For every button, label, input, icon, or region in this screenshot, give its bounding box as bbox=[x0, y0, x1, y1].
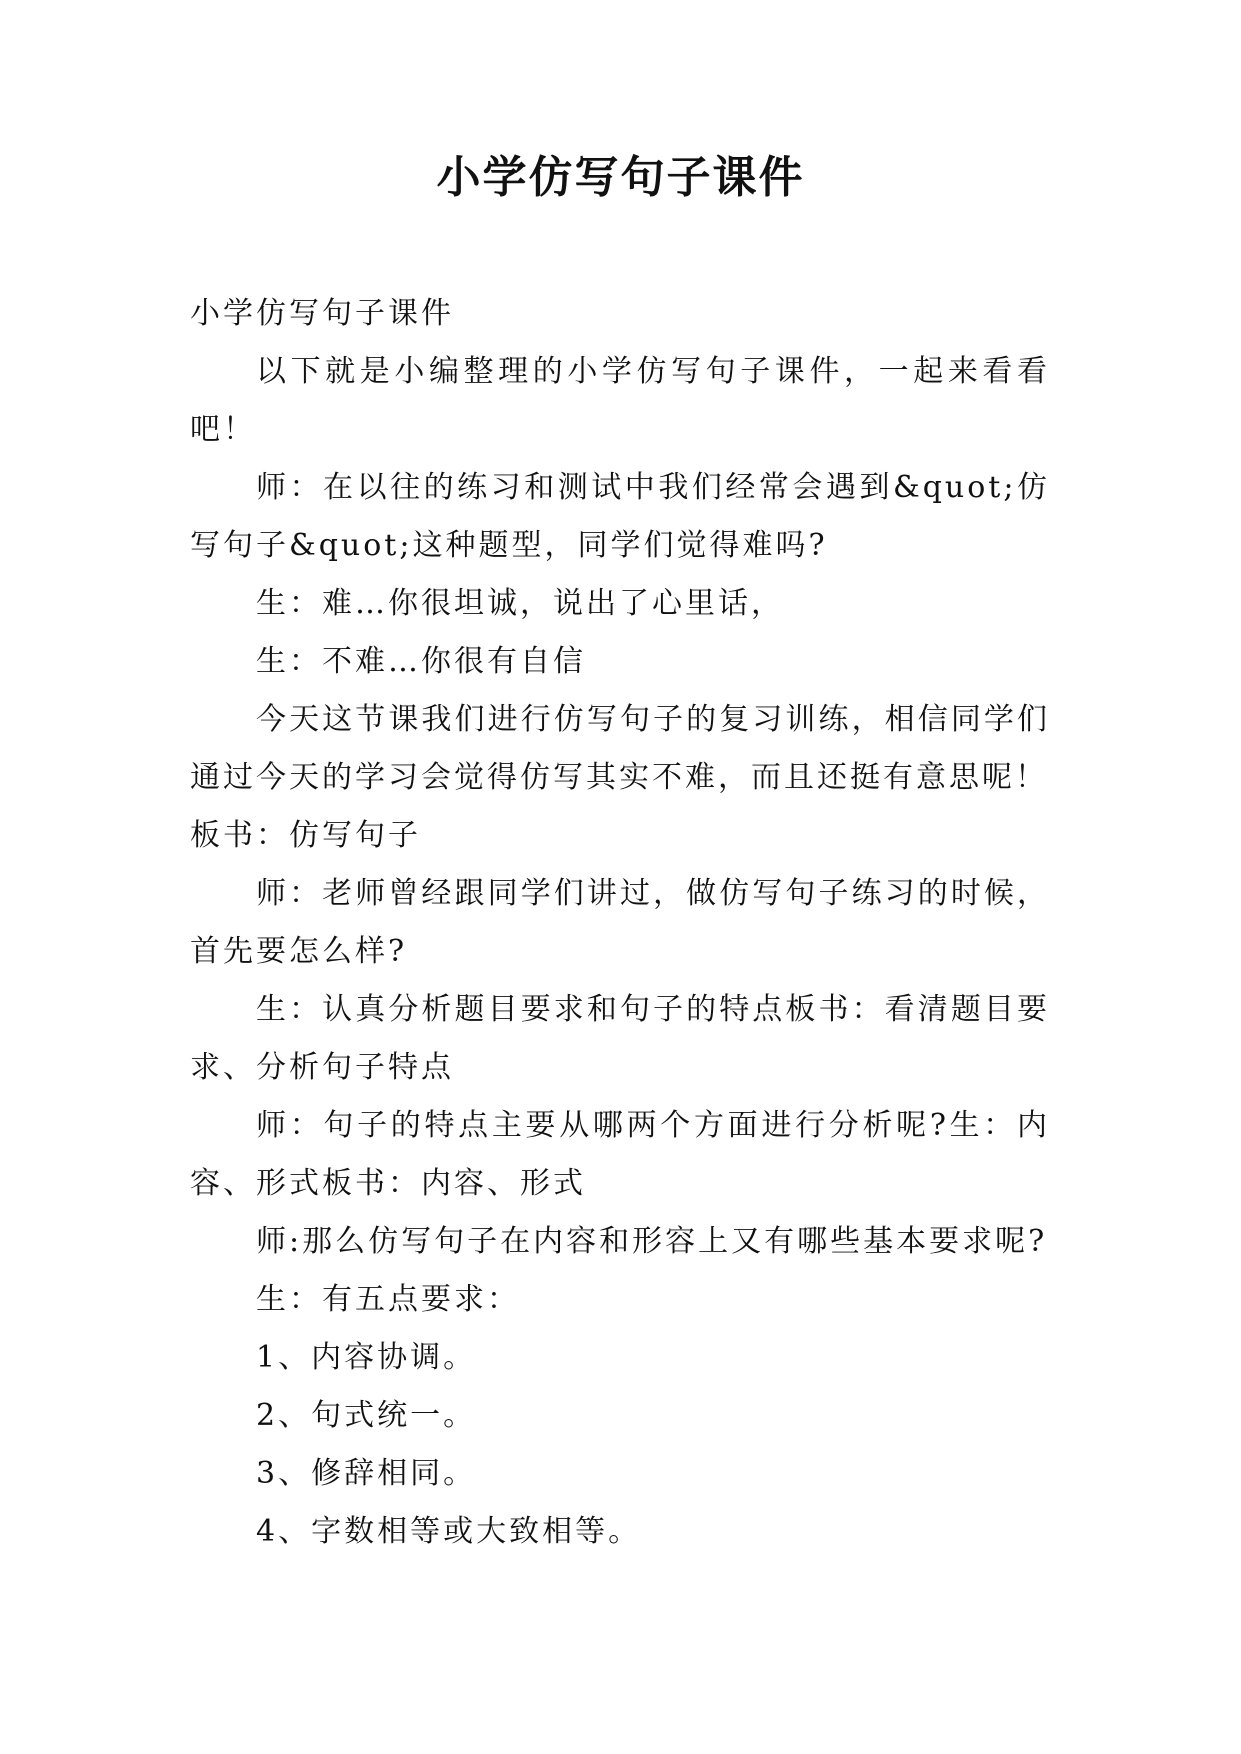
document-title: 小学仿写句子课件 bbox=[436, 152, 805, 203]
paragraph-teacher-aspects: 师：句子的特点主要从哪两个方面进行分析呢?生：内容、形式板书：内容、形式 bbox=[190, 1108, 1050, 1201]
list-item: 1、内容协调。 bbox=[256, 1340, 477, 1375]
paragraph-teacher-requirements: 师:那么仿写句子在内容和形容上又有哪些基本要求呢? bbox=[256, 1224, 1048, 1259]
document-body bbox=[190, 285, 1050, 1561]
list-item: 3、修辞相同。 bbox=[256, 1456, 477, 1491]
paragraph-subtitle: 小学仿写句子课件 bbox=[190, 296, 454, 331]
paragraph-student-five-points: 生：有五点要求： bbox=[256, 1282, 520, 1317]
paragraph-student-hard: 生：难…你很坦诚，说出了心里话， bbox=[256, 586, 784, 621]
paragraph-student-not-hard: 生：不难…你很有自信 bbox=[256, 644, 586, 679]
paragraph-student-analyze: 生：认真分析题目要求和句子的特点板书：看清题目要求、分析句子特点 bbox=[190, 992, 1050, 1085]
paragraph-intro: 以下就是小编整理的小学仿写句子课件，一起来看看吧！ bbox=[190, 354, 1050, 447]
list-item: 2、句式统一。 bbox=[256, 1398, 477, 1433]
list-item: 4、字数相等或大致相等。 bbox=[256, 1514, 642, 1549]
paragraph-board-writing: 板书：仿写句子 bbox=[190, 818, 421, 853]
paragraph-teacher-question: 师：在以往的练习和测试中我们经常会遇到&quot;仿写句子&quot;这种题型，同学们觉得难吗? bbox=[190, 470, 1050, 563]
paragraph-today-lesson: 今天这节课我们进行仿写句子的复习训练，相信同学们通过今天的学习会觉得仿写其实不难，而且还挺有意思呢！ bbox=[190, 702, 1050, 795]
paragraph-teacher-how: 师：老师曾经跟同学们讲过，做仿写句子练习的时候，首先要怎么样? bbox=[190, 876, 1050, 969]
